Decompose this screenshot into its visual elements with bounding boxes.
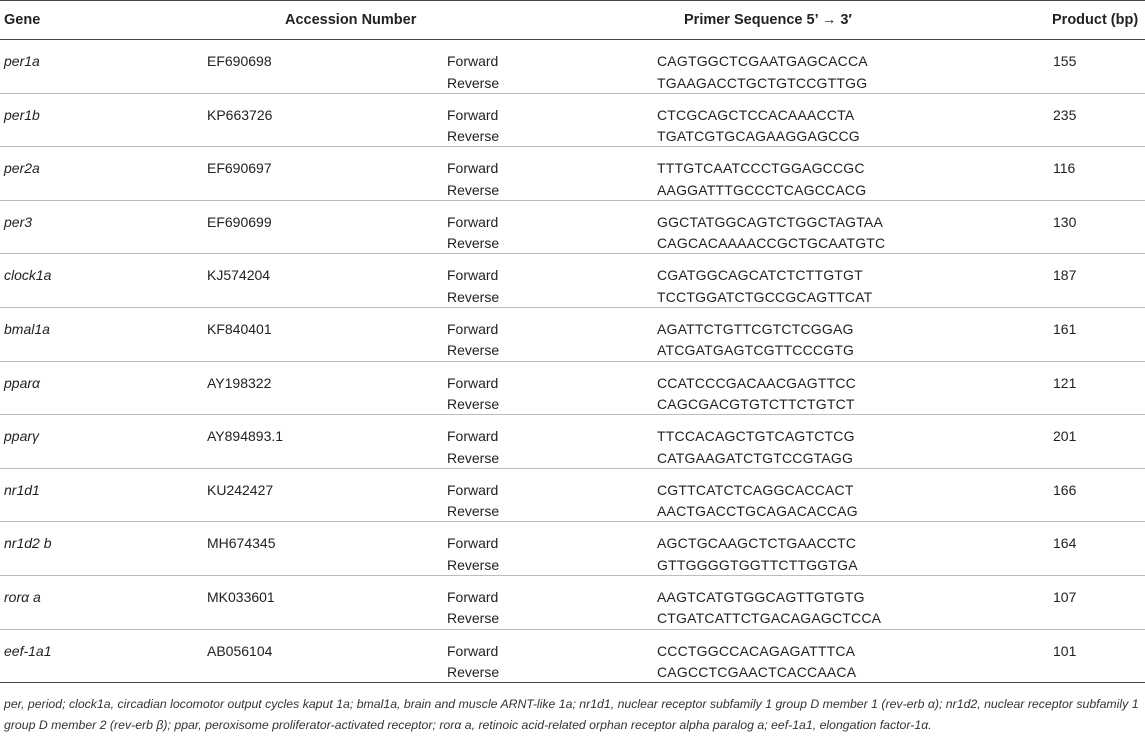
gene-name: per1b [4,106,40,123]
product-size: 187 [1053,267,1077,284]
gene-name: pparγ [4,428,40,445]
table-row [0,147,1145,201]
forward-sequence: CAGTGGCTCGAATGAGCACCA [657,53,868,69]
gene-name: nr1d2 b [4,535,52,552]
gene-name: clock1a [4,267,52,284]
forward-sequence: CGTTCATCTCAGGCACCACT [657,481,854,498]
direction-forward: Forward [447,588,499,605]
table-row [0,94,1145,148]
accession-number: AB056104 [207,642,273,659]
primer-sequence [657,587,881,630]
table-row [0,630,1145,684]
direction-forward: Forward [447,213,499,230]
header-product: Product (bp) [1052,12,1139,28]
primer-sequence [657,533,858,576]
primer-direction [447,212,499,255]
forward-sequence: CGATGGCAGCATCTCTTGTGT [657,267,863,284]
forward-sequence: GGCTATGGCAGTCTGGCTAGTAA [657,213,884,230]
accession-number: EF690698 [207,53,272,69]
table-row [0,201,1145,255]
primer-direction [447,533,499,576]
reverse-sequence: CTGATCATTCTGACAGAGCTCCA [657,610,882,627]
reverse-sequence: GTTGGGGTGGTTCTTGGTGA [657,556,858,573]
direction-forward: Forward [447,106,499,123]
forward-sequence: CCATCCCGACAACGAGTTCC [657,374,856,391]
forward-sequence: CCCTGGCCACAGAGATTTCA [657,642,856,659]
accession-number: AY198322 [207,374,272,391]
header-gene: Gene [4,12,41,28]
table-row [0,308,1145,362]
primer-sequence [657,426,855,469]
table-footnote: per, period; clock1a, circadian locomotor output cycles kaput 1a; bmal1a, brain and muscle ARNT-like 1a; nr1d1, nuclear receptor subfamily 1 group D member 1 (rev-erb α); nr1d2, nuclear receptor subfamily 1 group D member 2 (rev-erb β); ppar, peroxisome proliferator-activated receptor; rorα a, retinoic acid-related orphan receptor alpha paralog a; eef-1a1, elongation factor-1α. [4,697,1139,732]
primer-sequence [657,212,885,255]
reverse-sequence: CATGAAGATCTGTCCGTAGG [657,449,854,466]
primer-direction [447,587,499,630]
direction-reverse: Reverse [447,235,500,252]
header-accession: Accession Number [285,12,417,28]
primer-sequence [657,105,860,148]
accession-number: KU242427 [207,481,274,498]
primer-direction [447,105,499,148]
primer-direction [447,373,499,416]
primer-direction [447,265,499,308]
primer-direction [447,158,499,201]
forward-sequence: AAGTCATGTGGCAGTTGTGTG [657,588,865,605]
direction-forward: Forward [447,267,499,284]
table-row [0,415,1145,469]
accession-number: EF690697 [207,160,272,177]
primer-sequence [657,319,854,362]
accession-number: MH674345 [207,535,276,552]
reverse-sequence: CAGCGACGTGTCTTCTGTCT [657,396,855,413]
direction-forward: Forward [447,160,499,177]
direction-reverse: Reverse [447,74,500,91]
direction-forward: Forward [447,481,499,498]
reverse-sequence: CAGCACAAAACCGCTGCAATGTC [657,235,886,252]
product-size: 101 [1053,642,1077,659]
forward-sequence: CTCGCAGCTCCACAAACCTA [657,106,855,123]
product-size: 201 [1053,428,1077,445]
gene-name: nr1d1 [4,481,40,498]
direction-reverse: Reverse [447,396,500,413]
primer-sequence [657,265,872,308]
gene-name: eef-1a1 [4,642,52,659]
reverse-sequence: AAGGATTTGCCCTCAGCCACG [657,181,867,198]
direction-reverse: Reverse [447,503,500,520]
forward-sequence: AGCTGCAAGCTCTGAACCTC [657,535,857,552]
accession-number: KF840401 [207,320,272,337]
direction-forward: Forward [447,320,499,337]
gene-name: pparα [4,374,41,391]
table-header [0,0,1145,40]
primer-direction [447,480,499,523]
gene-name: rorα a [4,588,41,605]
direction-forward: Forward [447,642,499,659]
product-size: 155 [1053,53,1077,69]
accession-number: KJ574204 [207,267,271,284]
header-primer: Primer Sequence 5’ → 3′ [684,12,852,28]
product-size: 121 [1053,374,1077,391]
forward-sequence: TTTGTCAATCCCTGGAGCCGC [657,160,865,177]
product-size: 130 [1053,213,1077,230]
direction-reverse: Reverse [447,342,500,359]
primer-sequence [657,641,856,684]
primer-direction [447,641,499,684]
table-row [0,522,1145,576]
accession-number: KP663726 [207,106,273,123]
direction-forward: Forward [447,374,499,391]
primer-direction [447,51,499,94]
primer-sequence [657,480,858,523]
primer-sequence [657,51,868,94]
direction-forward: Forward [447,535,499,552]
table-row [0,40,1145,94]
direction-reverse: Reverse [447,181,500,198]
direction-reverse: Reverse [447,449,500,466]
product-size: 161 [1053,320,1077,337]
table-row [0,362,1145,416]
reverse-sequence: TGATCGTGCAGAAGGAGCCG [657,128,860,145]
reverse-sequence: CAGCCTCGAACTCACCAACA [657,664,857,681]
gene-name: bmal1a [4,320,50,337]
reverse-sequence: TGAAGACCTGCTGTCCGTTGG [657,74,868,91]
table-body [0,40,1145,683]
direction-forward: Forward [447,53,499,69]
direction-reverse: Reverse [447,128,500,145]
table-row [0,469,1145,523]
accession-number: MK033601 [207,588,275,605]
product-size: 164 [1053,535,1077,552]
accession-number: AY894893.1 [207,428,284,445]
table-row [0,254,1145,308]
gene-name: per3 [4,213,33,230]
direction-reverse: Reverse [447,610,500,627]
direction-forward: Forward [447,428,499,445]
reverse-sequence: ATCGATGAGTCGTTCCCGTG [657,342,855,359]
gene-name: per1a [4,53,40,69]
direction-reverse: Reverse [447,556,500,573]
table-row [0,576,1145,630]
forward-sequence: AGATTCTGTTCGTCTCGGAG [657,320,854,337]
product-size: 235 [1053,106,1077,123]
reverse-sequence: TCCTGGATCTGCCGCAGTTCAT [657,288,873,305]
accession-number: EF690699 [207,213,272,230]
primer-direction [447,426,499,469]
reverse-sequence: AACTGACCTGCAGACACCAG [657,503,858,520]
primer-sequence [657,373,856,416]
gene-name: per2a [4,160,40,177]
direction-reverse: Reverse [447,664,500,681]
forward-sequence: TTCCACAGCTGTCAGTCTCG [657,428,855,445]
product-size: 116 [1053,160,1076,177]
direction-reverse: Reverse [447,288,500,305]
primer-direction [447,319,499,362]
product-size: 166 [1053,481,1077,498]
product-size: 107 [1053,588,1077,605]
primer-sequence [657,158,866,201]
